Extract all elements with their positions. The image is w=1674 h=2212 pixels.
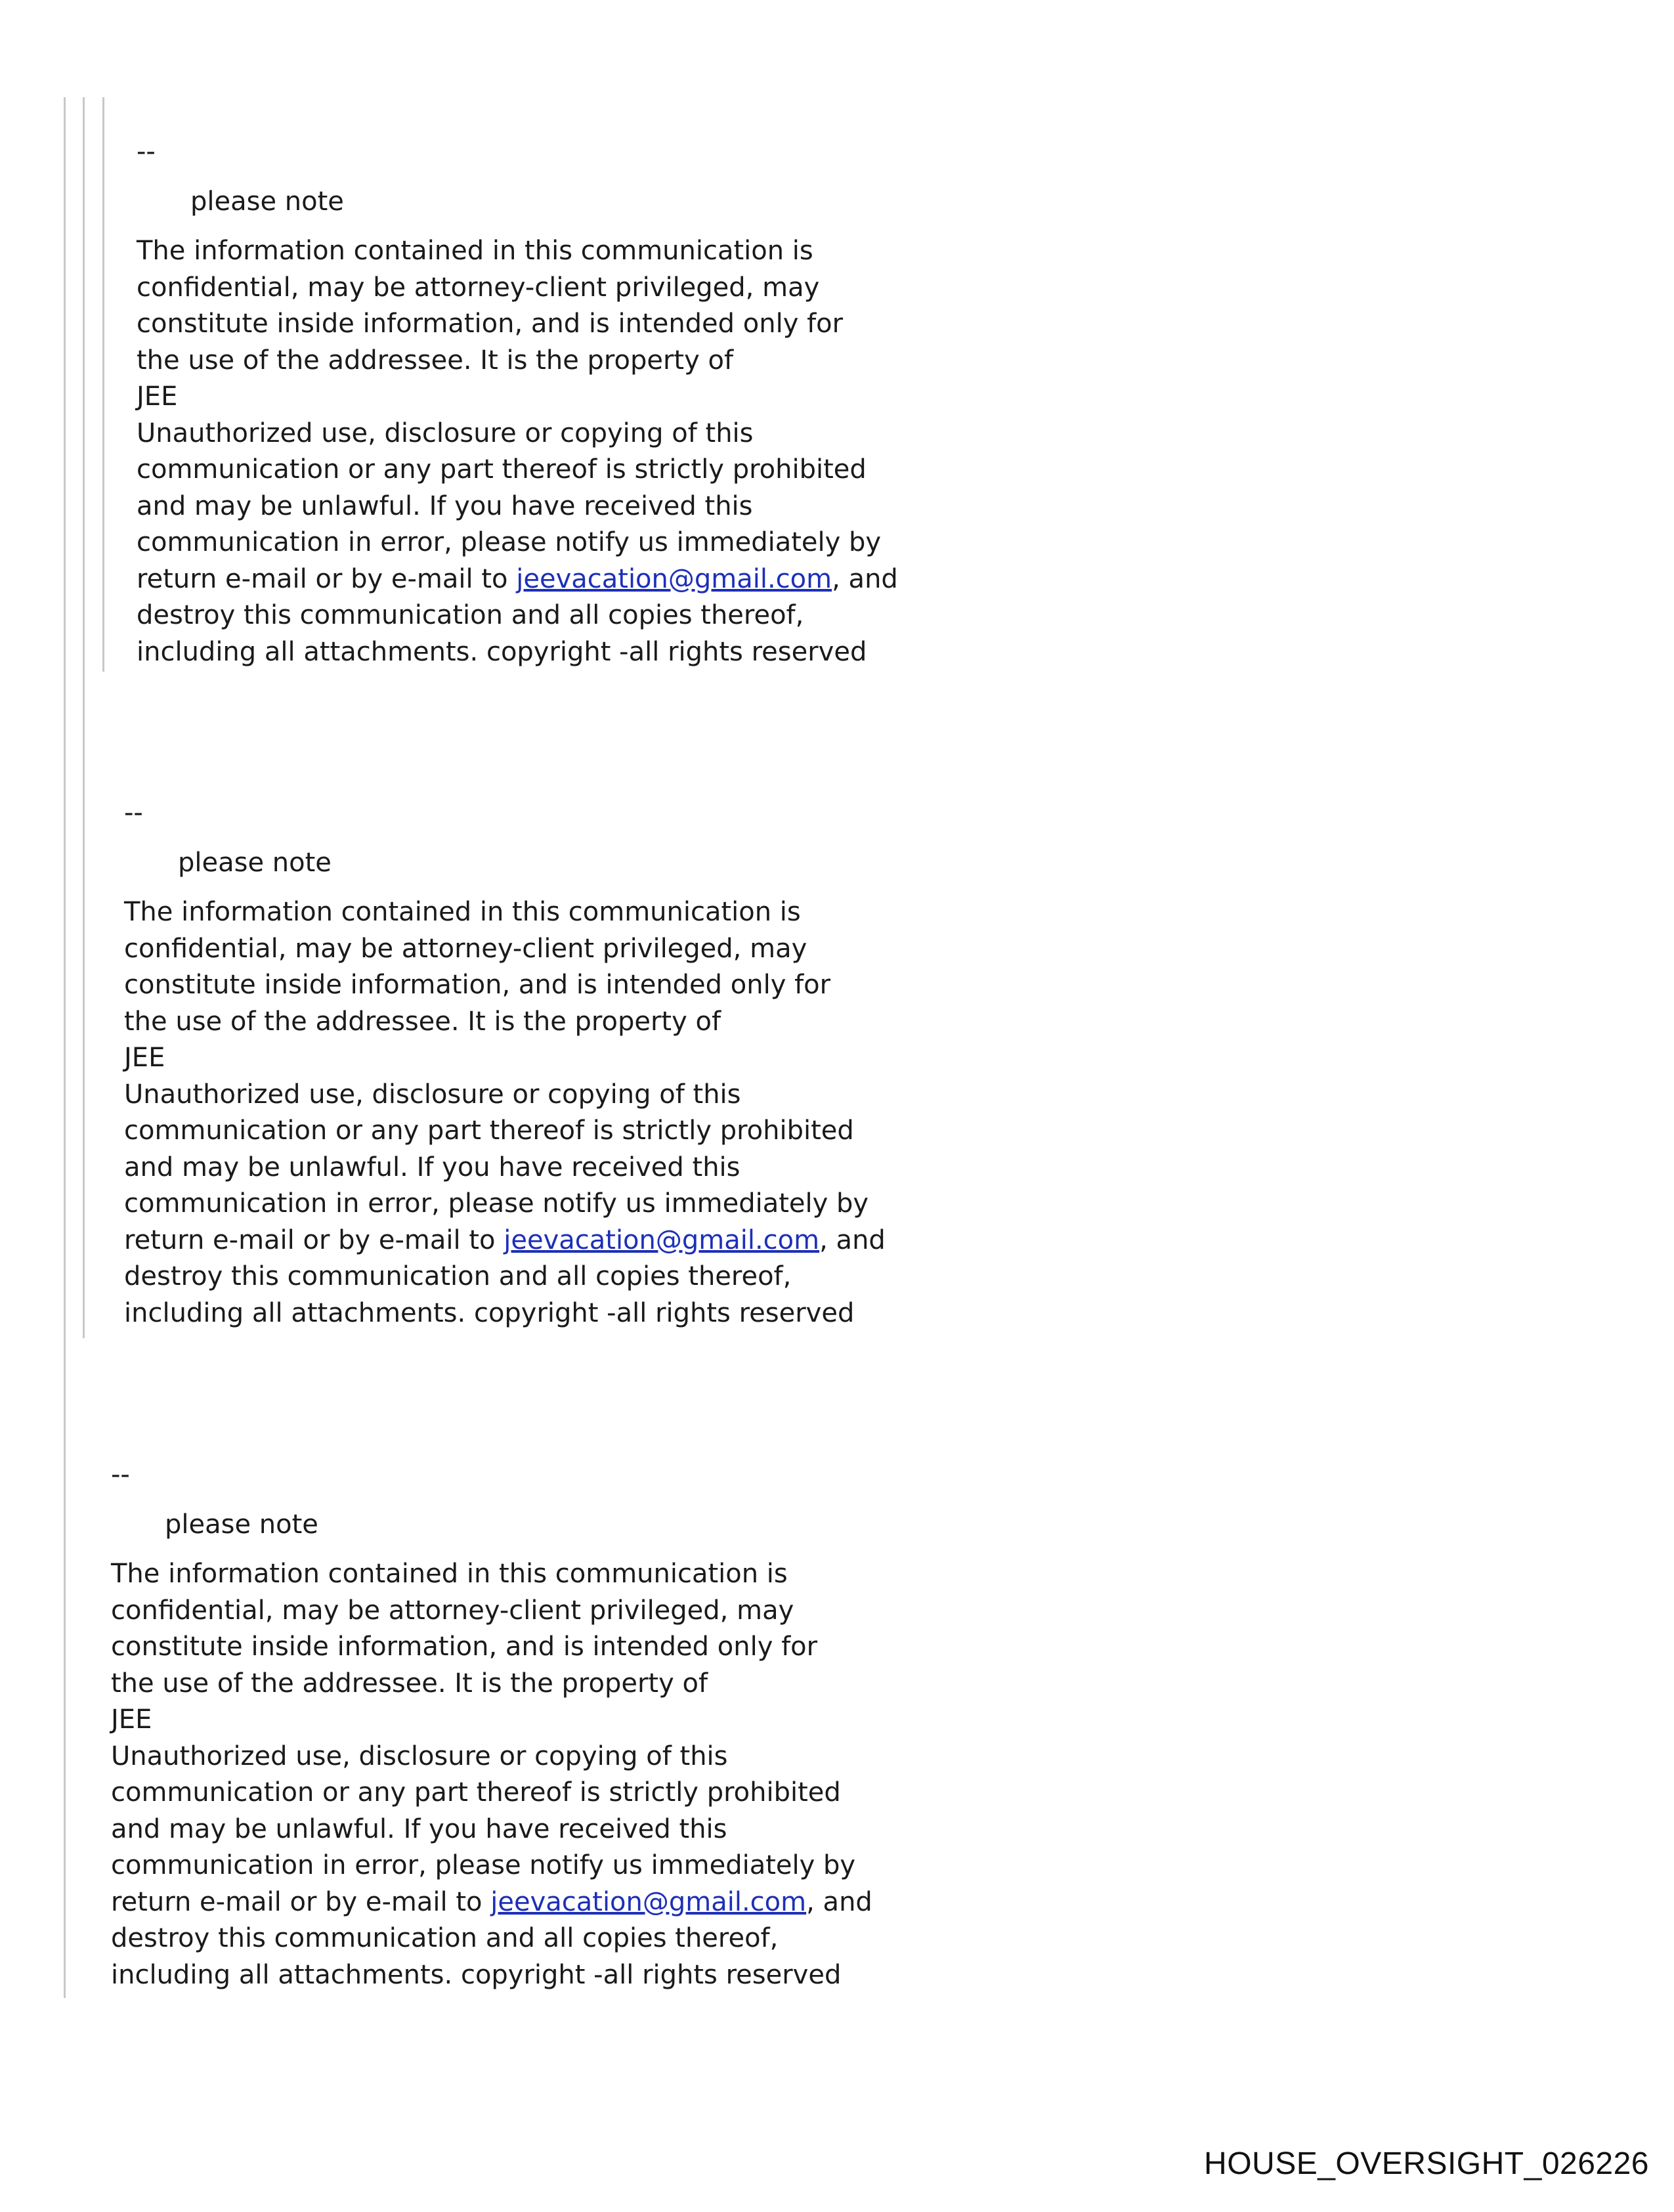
- separator: --: [111, 1460, 130, 1490]
- note-heading: please note: [178, 847, 332, 878]
- text-line: JEE: [137, 381, 178, 412]
- email-link[interactable]: jeevacation@gmail.com: [516, 563, 832, 594]
- text-line: communication or any part thereof is strictly prohibited: [124, 1116, 854, 1146]
- text-line: The information contained in this communication is: [111, 1559, 788, 1589]
- quote-bar-outer: [64, 97, 66, 1998]
- text-line: the use of the addressee. It is the property of: [137, 345, 734, 376]
- text-line: communication or any part thereof is strictly prohibited: [111, 1777, 841, 1808]
- text-line: the use of the addressee. It is the property of: [111, 1668, 708, 1699]
- text-line: Unauthorized use, disclosure or copying of this: [124, 1079, 741, 1110]
- text-line: and may be unlawful. If you have received this: [111, 1813, 727, 1844]
- return-line: [124, 1223, 977, 1259]
- bates-number: HOUSE_OVERSIGHT_026226: [1204, 2146, 1649, 2181]
- text-line: confidential, may be attorney-client privileged, may: [124, 933, 807, 964]
- disclaimer-block-3: [111, 1457, 964, 1993]
- text-line: Unauthorized use, disclosure or copying of this: [137, 418, 754, 448]
- text-line: confidential, may be attorney-client privileged, may: [137, 272, 820, 303]
- return-line: [137, 561, 990, 598]
- text-line: including all attachments. copyright -all rights reserved: [124, 1297, 855, 1328]
- text-line: Unauthorized use, disclosure or copying of this: [111, 1741, 728, 1771]
- note-heading: please note: [190, 186, 344, 217]
- text-line: destroy this communication and all copies thereof,: [124, 1261, 792, 1291]
- return-prefix: return e-mail or by e-mail to: [124, 1225, 504, 1255]
- return-suffix: , and: [819, 1225, 886, 1255]
- disclaimer-block-2: [124, 795, 977, 1332]
- text-line: communication in error, please notify us immediately by: [137, 527, 882, 557]
- separator: --: [124, 798, 143, 828]
- separator: --: [137, 137, 156, 167]
- text-line: communication or any part thereof is strictly prohibited: [137, 454, 867, 485]
- return-suffix: , and: [806, 1886, 872, 1917]
- email-link[interactable]: jeevacation@gmail.com: [504, 1225, 820, 1255]
- quote-bar-inner: [102, 97, 104, 672]
- text-line: and may be unlawful. If you have received this: [137, 490, 753, 521]
- text-line: communication in error, please notify us immediately by: [124, 1188, 869, 1219]
- text-line: JEE: [124, 1043, 165, 1073]
- quote-bar-middle: [83, 97, 85, 1338]
- email-link[interactable]: jeevacation@gmail.com: [490, 1886, 807, 1917]
- text-line: constitute inside information, and is intended only for: [124, 970, 831, 1000]
- return-prefix: return e-mail or by e-mail to: [111, 1886, 491, 1917]
- text-line: and may be unlawful. If you have received this: [124, 1152, 740, 1182]
- note-heading: please note: [165, 1509, 318, 1540]
- text-line: including all attachments. copyright -all rights reserved: [137, 636, 867, 667]
- text-line: including all attachments. copyright -all rights reserved: [111, 1959, 842, 1990]
- text-line: constitute inside information, and is intended only for: [137, 309, 844, 339]
- text-line: the use of the addressee. It is the property of: [124, 1006, 721, 1037]
- text-line: JEE: [111, 1704, 152, 1735]
- text-line: The information contained in this communication is: [124, 897, 801, 927]
- text-line: destroy this communication and all copies thereof,: [111, 1923, 779, 1953]
- text-line: communication in error, please notify us immediately by: [111, 1850, 856, 1880]
- return-suffix: , and: [832, 563, 898, 594]
- text-line: The information contained in this communication is: [137, 236, 813, 266]
- disclaimer-block-1: [137, 134, 990, 670]
- text-line: destroy this communication and all copies thereof,: [137, 600, 804, 630]
- text-line: confidential, may be attorney-client privileged, may: [111, 1595, 794, 1626]
- return-prefix: return e-mail or by e-mail to: [137, 563, 517, 594]
- text-line: constitute inside information, and is intended only for: [111, 1632, 818, 1662]
- return-line: [111, 1884, 964, 1921]
